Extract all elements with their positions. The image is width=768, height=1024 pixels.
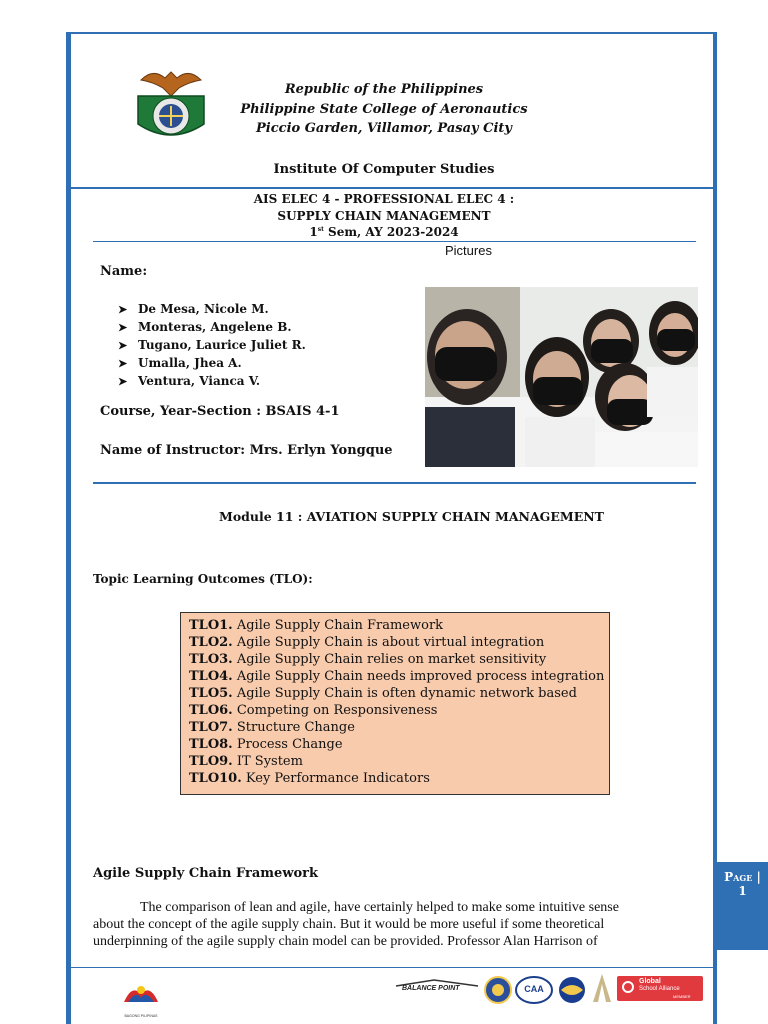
tlo-item xyxy=(189,651,609,668)
tlo-text: Agile Supply Chain Framework xyxy=(232,618,444,633)
tlo-text: IT System xyxy=(232,754,303,769)
header-address: Piccio Garden, Villamor, Pasay City xyxy=(256,121,512,136)
divider-1 xyxy=(66,187,717,189)
balance-point-text: BALANCE POINT xyxy=(402,985,460,992)
arrow-bullet-icon: ➤ xyxy=(118,357,128,370)
course-section: Course, Year-Section : BSAIS 4-1 xyxy=(100,404,340,419)
instructor-name: Name of Instructor: Mrs. Erlyn Yongque xyxy=(100,443,393,458)
paragraph-line-1: The comparison of lean and agile, have certainly helped to make some intuitive sense xyxy=(140,900,619,915)
semester-year: Sem, AY 2023-2024 xyxy=(323,225,459,239)
wing-emblem-icon xyxy=(589,972,615,1004)
header-republic: Republic of the Philippines xyxy=(284,82,484,97)
page-number: 1 xyxy=(738,884,747,898)
paragraph-line-3: underpinning of the agile supply chain model can be provided. Professor Alan Harrison of xyxy=(93,934,598,949)
tlo-code: TLO10. xyxy=(189,771,242,786)
list-item xyxy=(100,300,306,318)
institute-name: Institute Of Computer Studies xyxy=(273,162,495,177)
course-code: AIS ELEC 4 - PROFESSIONAL ELEC 4 : xyxy=(253,192,515,206)
list-item xyxy=(100,336,306,354)
tlo-code: TLO1. xyxy=(189,618,233,633)
tlo-box xyxy=(180,612,610,795)
tlo-item xyxy=(189,617,609,634)
arrow-bullet-icon: ➤ xyxy=(118,339,128,352)
caa-text: CAA xyxy=(524,984,544,994)
tlo-code: TLO7. xyxy=(189,720,233,735)
header-college: Philippine State College of Aeronautics xyxy=(240,102,528,117)
balance-point-logo xyxy=(394,978,480,1000)
paragraph-line-2: about the concept of the agile supply chain. But it would be more useful if some theoretical xyxy=(93,917,605,932)
member-name: Ventura, Vianca V. xyxy=(138,374,261,388)
tlo-text: Agile Supply Chain relies on market sensitivity xyxy=(232,652,547,667)
seal-badge-icon xyxy=(484,976,512,1004)
alliance-line-2: School Alliance xyxy=(639,986,680,992)
divider-2 xyxy=(93,241,696,242)
member-name: Umalla, Jhea A. xyxy=(138,356,242,370)
tlo-item xyxy=(189,753,609,770)
member-list xyxy=(100,300,306,390)
tlo-item xyxy=(189,634,609,651)
semester-suffix: st xyxy=(317,226,324,233)
alliance-icon xyxy=(622,981,634,993)
tlo-code: TLO5. xyxy=(189,686,233,701)
global-school-alliance-logo xyxy=(617,976,703,1001)
tlo-text: Agile Supply Chain needs improved process integration xyxy=(232,669,605,684)
globe-emblem-icon xyxy=(557,975,587,1005)
arrow-bullet-icon: ➤ xyxy=(118,321,128,334)
tlo-item xyxy=(189,770,609,787)
page-number-tab xyxy=(717,862,768,950)
semester-line xyxy=(0,225,768,239)
tlo-item xyxy=(189,685,609,702)
page-border-top xyxy=(66,32,717,34)
tlo-text: Process Change xyxy=(232,737,343,752)
bagong-pilipinas-text: BAGONG PILIPINAS xyxy=(124,1014,158,1018)
tlo-code: TLO4. xyxy=(189,669,233,684)
page-tab-label: Page | xyxy=(724,870,761,884)
tlo-item xyxy=(189,668,609,685)
course-title: SUPPLY CHAIN MANAGEMENT xyxy=(277,209,491,223)
tlo-code: TLO9. xyxy=(189,754,233,769)
tlo-heading: Topic Learning Outcomes (TLO): xyxy=(93,572,313,586)
alliance-line-3: MEMBER xyxy=(673,994,691,999)
tlo-code: TLO8. xyxy=(189,737,233,752)
tlo-item xyxy=(189,702,609,719)
divider-3 xyxy=(93,482,696,484)
list-item xyxy=(100,318,306,336)
member-name: De Mesa, Nicole M. xyxy=(138,302,269,316)
tlo-text: Structure Change xyxy=(232,720,355,735)
tlo-text: Agile Supply Chain is often dynamic network based xyxy=(232,686,577,701)
tlo-text: Key Performance Indicators xyxy=(241,771,430,786)
list-item xyxy=(100,372,306,390)
member-name: Monteras, Angelene B. xyxy=(138,320,292,334)
alliance-line-1: Global xyxy=(639,978,661,985)
footer-divider xyxy=(66,967,717,968)
tlo-text: Competing on Responsiveness xyxy=(232,703,438,718)
list-item xyxy=(100,354,306,372)
arrow-bullet-icon: ➤ xyxy=(118,375,128,388)
tlo-text: Agile Supply Chain is about virtual integration xyxy=(232,635,545,650)
tlo-code: TLO3. xyxy=(189,652,233,667)
page-border-left xyxy=(66,32,71,1024)
tlo-code: TLO2. xyxy=(189,635,233,650)
arrow-bullet-icon: ➤ xyxy=(118,303,128,316)
section-heading: Agile Supply Chain Framework xyxy=(93,866,319,881)
module-title: Module 11 : AVIATION SUPPLY CHAIN MANAGEMENT xyxy=(219,509,604,524)
tlo-item xyxy=(189,719,609,736)
member-name: Tugano, Laurice Juliet R. xyxy=(138,338,306,352)
tlo-item xyxy=(189,736,609,753)
pictures-label: Pictures xyxy=(445,243,492,258)
caa-logo xyxy=(514,975,554,1005)
semester-number: 1 xyxy=(309,225,318,239)
tlo-code: TLO6. xyxy=(189,703,233,718)
group-photo xyxy=(425,287,698,467)
name-label: Name: xyxy=(100,264,148,279)
bagong-pilipinas-logo xyxy=(118,980,164,1016)
